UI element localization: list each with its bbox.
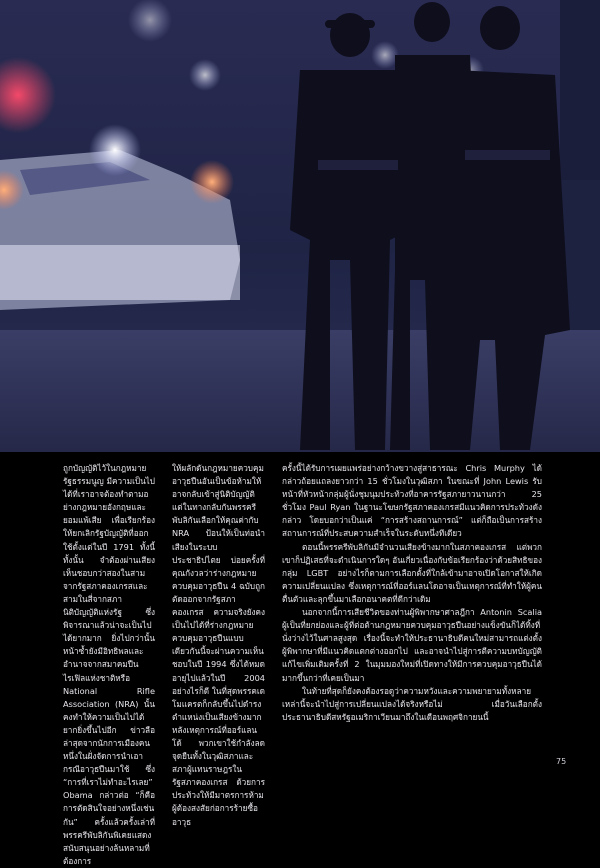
text-column-3 xyxy=(282,462,542,724)
page-number: 75 xyxy=(556,757,567,766)
column-2-paragraph: ให้ผลักดันกฎหมายควบคุมอาวุธปืนอันเป็นข้อห้ามให้อาจกลับเข้าสู่นิติบัญญัติแต่ในทางกลับกันพรรครีพับลิกันเลือกให้คุณค่ากับ NRA ป้อนให้เป็นท่อนำเสียงในระบบประชาธิปไตย บ่อยครั้งที่คุณกังวลว่าร่างกฎหมายควบคุมอาวุธปืน 4 ฉบับถูกตัดออกจากรัฐสภาคองเกรส ความจริงยังคงเป็นไปได้ที่ร่างกฎหมายควบคุมอาวุธปืนแบบเดียวกันนี้จะผ่านความเห็นชอบในปี 1994 ซึ่งได้หมดอายุไปแล้วในปี 2004 อย่างไรก็ดี ในที่สุดพรรคเดโมแครตก็กลับขึ้นไปดำรงตำแหน่งเป็นเสียงข้างมาก หลังเหตุการณ์ที่ออร์แลนโด้ พวกเขาใช้กำลังลดจุดยืนทั้งในวุฒิสภาและสภาผู้แทนราษฎรในรัฐสภาคองเกรส ด้วยการประท้วงให้มีมาตรการห้ามผู้ต้องสงสัยก่อการร้ายซื้ออาวุธ xyxy=(172,463,265,827)
column-3-paragraph-1: ครั้งนี้ได้รับการเผยแพร่อย่างกว้างขวางสู่สาธารณะ Chris Murphy ได้กล่าวถ้อยแถลงยาวกว่า 15 ชั่วโมงในวุฒิสภา ในขณะที่ John Lewis รับหน้าที่หัวหน้ากลุ่มผู้นั่งชุมนุมประท้วงที่อาคารรัฐสภายาวนานกว่า 25 ชั่วโมง Paul Ryan ในฐานะโฆษกรัฐสภาคองเกรสมีแนวคิดการประท้วงดังกล่าว โดยบอกว่าเป็นแค่ “การสร้างสถานการณ์” แต่ก็ถือเป็นการสร้างสถานการณ์ที่ประสบความสำเร็จในระดับหนึ่งทีเดียว xyxy=(282,463,542,539)
column-3-paragraph-4: ในท้ายที่สุดก็ยังคงต้องรอดูว่าความหวังและความพยายามทั้งหลายเหล่านี้จะนำไปสู่การเปลี่ยนแปลงได้จริงหรือไม่ เมื่อวันเลือกตั้งประธานาธิบดีสหรัฐอเมริกาเวียนมาถึงในเดือนพฤศจิกายนนี้ xyxy=(282,685,542,722)
column-1-paragraph: ถูกบัญญัติไว้ในกฎหมายรัฐธรรมนูญ มีความเป็นไปได้ที่เราอาจต้องทำตามอย่างกฎหมายอังกฤษและยอมแพ้เสีย เพื่อเรียกร้องให้ยกเลิกรัฐบัญญัติที่ออกใช้ตั้งแต่ในปี 1791 ทั้งนี้ทั้งนั้น จำต้องผ่านเสียงเห็นชอบกว่าสองในสามจากรัฐสภาคองเกรสและสามในสี่จากสภานิติบัญญัติแห่งรัฐ ซึ่งพิจารณาแล้วน่าจะเป็นไปได้ยากมาก ยิ่งไปกว่านั้น หน้าซ้ำยังมีอิทธิพลและอำนาจจากสมาคมปืนไรเฟิลแห่งชาติหรือ National Rifle Association (NRA) นั้นคงทำให้ความเป็นไปได้ยากยิ่งขึ้นไปอีก ข่าวลือล่าสุดจากนักการเมืองคนหนึ่งในฝั่งจัดการนำเอากรณีอาวุธปืนมาใช้ ซึ่ง “การที่เราไม่ทำอะไรเลย” Obama กล่าวต่อ “ก็คือการตัดสินใจอย่างหนึ่งเช่นกัน” ครั้งแล้วครั้งเล่าที่พรรครีพับลิกันพิเคยแสดงสนับสนุนอย่างล้นหลามที่ต้องการ xyxy=(63,463,155,866)
text-column-1 xyxy=(63,462,155,868)
column-3-paragraph-2: ตอนนี้พรรครีพับลิกันมีจำนวนเสียงข้างมากในสภาคองเกรส แต่พวกเขาก็ปฏิเสธที่จะดำเนินการใดๆ อันเกี่ยวเนื่องกับข้อเรียกร้องว่าด้วยสิทธิของกลุ่ม LGBT อย่างไรก็ตามการเลือกตั้งที่ใกล้เข้ามาอาจเปิดโอกาสให้เกิดความเปลี่ยนแปลง ซึ่งเหตุการณ์ที่ออร์แลนโดอาจเป็นเหตุการณ์ที่ทำให้ผู้คนตื่นตัวและลุกขึ้นมาเลือกอนาคตที่ดีกว่าเดิม xyxy=(282,541,542,604)
text-column-2 xyxy=(172,462,265,829)
column-3-paragraph-3: นอกจากนี้การเสียชีวิตของท่านผู้พิพากษาศาลฎีกา Antonin Scalia ผู้เป็นที่ยกย่องและผู้ที่ต่อต้านกฎหมายควบคุมอาวุธปืนอย่างแข็งขันก็ได้ทิ้งที่นั่งว่างไว้ในศาลสูงสุด เรื่องนี้จะทำให้ประธานาธิบดีคนใหม่สามารถแต่งตั้งผู้พิพากษาที่มีแนวคิดแตกต่างออกไป และอาจนำไปสู่การตีความบทบัญญัติแก้ไขเพิ่มเติมครั้งที่ 2 ในมุมมองใหม่ที่เปิดทางให้มีการควบคุมอาวุธปืนได้มากขึ้นกว่าที่เคยเป็นมา xyxy=(282,607,542,683)
